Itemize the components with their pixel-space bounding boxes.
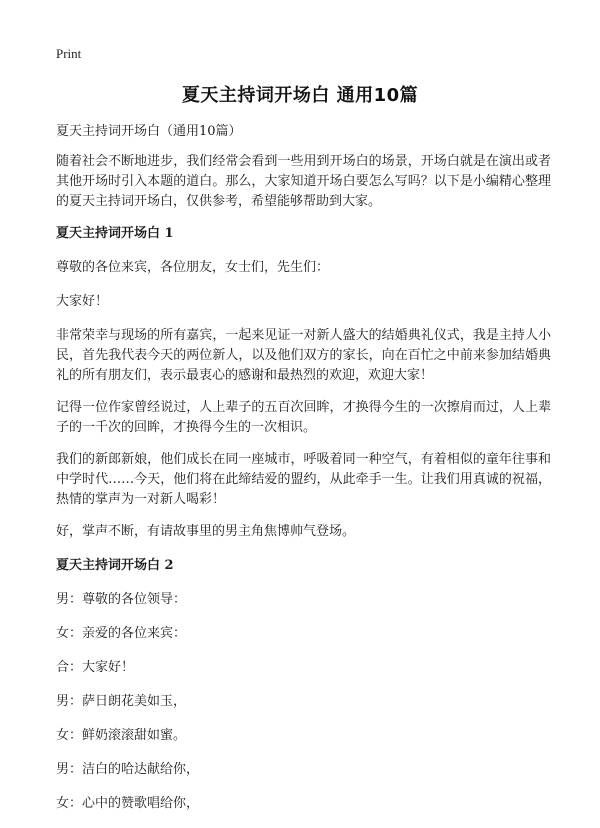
dialogue-line: 女：鲜奶滚滚甜如蜜。 (56, 728, 187, 743)
dialogue-line: 男：洁白的哈达献给你， (56, 762, 200, 777)
print-link[interactable]: Print (56, 46, 82, 61)
section-heading-1: 夏天主持词开场白 1 (56, 226, 174, 241)
paragraph: 好，掌声不断，有请故事里的男主角焦博帅气登场。 (56, 524, 356, 539)
paragraph: 尊敬的各位来宾，各位朋友，女士们，先生们： (56, 260, 330, 275)
section-heading-2: 夏天主持词开场白 2 (56, 558, 174, 573)
paragraph: 记得一位作家曾经说过，人上辈子的五百次回眸，才换得今生的一次擦肩而过，人上辈子的一千次的回眸，才换得今生的一次相识。 (56, 400, 551, 435)
dialogue-line: 男：尊敬的各位领导： (56, 592, 187, 607)
dialogue-line: 女：心中的赞歌唱给你， (56, 796, 200, 811)
document-body (56, 122, 551, 828)
dialogue-line: 男：萨日朗花美如玉， (56, 694, 187, 709)
paragraph: 非常荣幸与现场的所有嘉宾，一起来见证一对新人盛大的结婚典礼仪式，我是主持人小民，首先我代表今天的两位新人，以及他们双方的家长，向在百忙之中前来参加结婚典礼的所有朋友们，表示最衷心的感谢和最热烈的欢迎，欢迎大家！ (56, 328, 551, 383)
paragraph: 大家好！ (56, 294, 109, 309)
dialogue-line: 合：大家好！ (56, 660, 135, 675)
paragraph: 我们的新郎新娘，他们成长在同一座城市，呼吸着同一种空气，有着相似的童年往事和中学时代……今天，他们将在此缔结爱的盟约，从此牵手一生。让我们用真诚的祝福，热情的掌声为一对新人喝彩！ (56, 452, 551, 507)
dialogue-line: 女：亲爱的各位来宾： (56, 626, 187, 641)
intro-paragraph: 随着社会不断地进步，我们经常会看到一些用到开场白的场景，开场白就是在演出或者其他开场时引入本题的道白。那么，大家知道开场白要怎么写吗？以下是小编精心整理的夏天主持词开场白，仅供参考，希望能够帮助到大家。 (56, 154, 551, 209)
document-title: 夏天主持词开场白 通用10篇 (181, 85, 419, 106)
document-subtitle: 夏天主持词开场白（通用10篇） (56, 124, 242, 139)
